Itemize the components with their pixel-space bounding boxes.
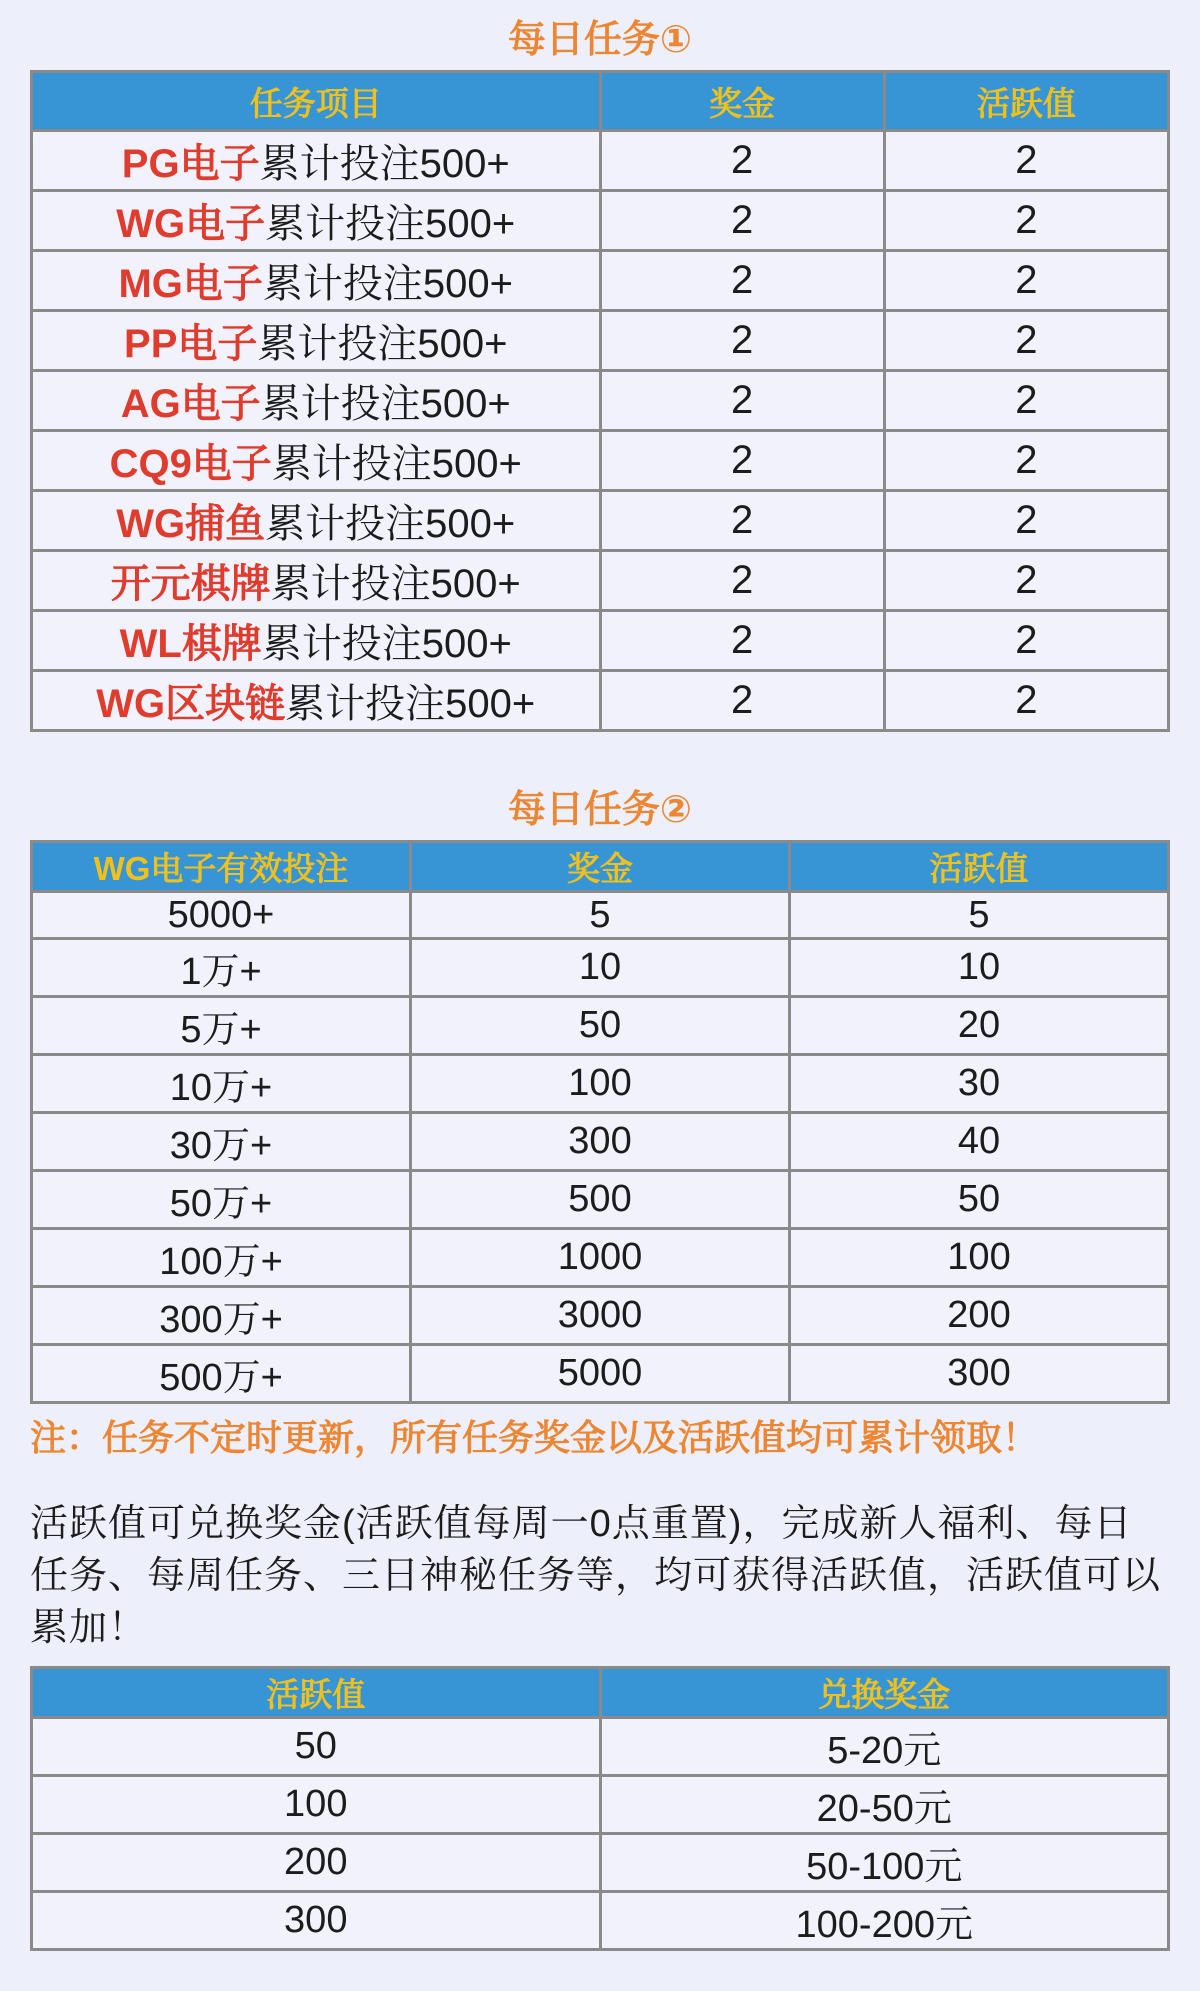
task-cell: [32, 251, 601, 311]
bonus-cell: 2: [600, 371, 884, 431]
section2-title: 每日任务②: [507, 789, 693, 831]
table-row: [32, 551, 1169, 611]
activity-cell: 40: [790, 1113, 1169, 1171]
exchange-bonus-cell: 20-50元: [600, 1776, 1169, 1834]
task-cell: [32, 671, 601, 731]
bet-tier-cell: 5万+: [32, 997, 411, 1055]
activity-cell: 2: [884, 311, 1168, 371]
task-cell: [32, 371, 601, 431]
task-cell: [32, 311, 601, 371]
task-text: 累计投注500+: [265, 502, 516, 546]
task-text: 累计投注500+: [257, 322, 508, 366]
activity-cell: 50: [790, 1171, 1169, 1229]
table-header-row: [32, 72, 1169, 131]
activity-cell: 5: [790, 892, 1169, 939]
bet-tier-cell: 5000+: [32, 892, 411, 939]
bet-tier-cell: 10万+: [32, 1055, 411, 1113]
task-text: 累计投注500+: [259, 142, 510, 186]
task-cell: [32, 131, 601, 191]
table-row: [32, 1287, 1169, 1345]
task-cell: [32, 431, 601, 491]
section1-title: 每日任务①: [507, 19, 693, 61]
col-header-activity: 活跃值: [884, 72, 1168, 131]
activity-value-description: 活跃值可兑换奖金(活跃值每周一0点重置)，完成新人福利、每日任务、每周任务、三日神秘任务等，均可获得活跃值，活跃值可以累加！: [30, 1503, 1162, 1649]
table-row: [32, 371, 1169, 431]
game-name: MG电子: [118, 262, 263, 306]
table-row: [32, 892, 1169, 939]
bet-tier-cell: 1万+: [32, 939, 411, 997]
activity-cell: 2: [884, 671, 1168, 731]
game-name: PG电子: [121, 142, 260, 186]
col-header-activity: 活跃值: [32, 1668, 601, 1718]
task-text: 累计投注500+: [270, 562, 521, 606]
table-row: [32, 431, 1169, 491]
game-name: WL棋牌: [119, 622, 262, 666]
bonus-cell: 1000: [411, 1229, 790, 1287]
bet-tier-cell: 300万+: [32, 1287, 411, 1345]
bonus-cell: 2: [600, 431, 884, 491]
daily-task-table-2: [30, 840, 1170, 1404]
bet-tier-cell: 500万+: [32, 1345, 411, 1403]
task-text: 累计投注500+: [265, 202, 516, 246]
bonus-cell: 2: [600, 191, 884, 251]
activity-cell: 2: [884, 191, 1168, 251]
task-text: 累计投注500+: [260, 382, 511, 426]
bonus-cell: 2: [600, 611, 884, 671]
game-name: 开元棋牌: [110, 562, 271, 606]
activity-cell: 2: [884, 371, 1168, 431]
exchange-bonus-cell: 5-20元: [600, 1718, 1169, 1776]
bet-tier-cell: 50万+: [32, 1171, 411, 1229]
bonus-cell: 3000: [411, 1287, 790, 1345]
game-name: AG电子: [120, 382, 261, 426]
bonus-cell: 5000: [411, 1345, 790, 1403]
bet-tier-cell: 100万+: [32, 1229, 411, 1287]
bet-tier-cell: 30万+: [32, 1113, 411, 1171]
table-row: [32, 1892, 1169, 1950]
activity-cell: 200: [790, 1287, 1169, 1345]
daily-task-table-1: [30, 70, 1170, 732]
activity-cell: 20: [790, 997, 1169, 1055]
activity-cell: 2: [884, 611, 1168, 671]
activity-cell: 100: [790, 1229, 1169, 1287]
table-row: [32, 1171, 1169, 1229]
activity-cell: 2: [884, 431, 1168, 491]
bonus-cell: 100: [411, 1055, 790, 1113]
table-row: [32, 1345, 1169, 1403]
bonus-cell: 10: [411, 939, 790, 997]
table-row: [32, 611, 1169, 671]
activity-cell: 200: [32, 1834, 601, 1892]
table-row: [32, 1055, 1169, 1113]
table-row: [32, 491, 1169, 551]
activity-cell: 2: [884, 251, 1168, 311]
activity-cell: 50: [32, 1718, 601, 1776]
task-cell: [32, 551, 601, 611]
col-header-exchange-bonus: 兑换奖金: [600, 1668, 1169, 1718]
table-row: [32, 1776, 1169, 1834]
table-row: [32, 671, 1169, 731]
table-row: [32, 311, 1169, 371]
game-name: PP电子: [124, 322, 258, 366]
bonus-cell: 2: [600, 491, 884, 551]
activity-cell: 2: [884, 491, 1168, 551]
bonus-cell: 2: [600, 551, 884, 611]
activity-cell: 300: [32, 1892, 601, 1950]
col-header-task: 任务项目: [32, 72, 601, 131]
game-name: WG区块链: [96, 682, 286, 726]
bonus-cell: 2: [600, 671, 884, 731]
tasks-note: 注：任务不定时更新，所有任务奖金以及活跃值均可累计领取！: [30, 1417, 1039, 1458]
activity-cell: 2: [884, 131, 1168, 191]
col-header-valid-bets: WG电子有效投注: [32, 842, 411, 892]
activity-cell: 100: [32, 1776, 601, 1834]
bonus-cell: 300: [411, 1113, 790, 1171]
table-header-row: [32, 842, 1169, 892]
task-text: 累计投注500+: [271, 442, 522, 486]
table-header-row: [32, 1668, 1169, 1718]
table-row: [32, 997, 1169, 1055]
task-text: 累计投注500+: [285, 682, 536, 726]
col-header-bonus: 奖金: [411, 842, 790, 892]
task-cell: [32, 191, 601, 251]
table-row: [32, 1229, 1169, 1287]
activity-cell: 300: [790, 1345, 1169, 1403]
task-cell: [32, 491, 601, 551]
col-header-bonus: 奖金: [600, 72, 884, 131]
col-header-activity: 活跃值: [790, 842, 1169, 892]
activity-exchange-table: [30, 1666, 1170, 1951]
bonus-cell: 50: [411, 997, 790, 1055]
table-row: [32, 251, 1169, 311]
bonus-cell: 2: [600, 131, 884, 191]
table-row: [32, 131, 1169, 191]
task-text: 累计投注500+: [262, 262, 514, 306]
bonus-cell: 2: [600, 251, 884, 311]
game-name: WG捕鱼: [116, 502, 266, 546]
table-row: [32, 1834, 1169, 1892]
bonus-cell: 2: [600, 311, 884, 371]
task-text: 累计投注500+: [261, 622, 512, 666]
bonus-cell: 5: [411, 892, 790, 939]
task-cell: [32, 611, 601, 671]
activity-cell: 30: [790, 1055, 1169, 1113]
exchange-bonus-cell: 100-200元: [600, 1892, 1169, 1950]
table-row: [32, 1718, 1169, 1776]
game-name: WG电子: [116, 202, 266, 246]
exchange-bonus-cell: 50-100元: [600, 1834, 1169, 1892]
activity-cell: 10: [790, 939, 1169, 997]
table-row: [32, 191, 1169, 251]
game-name: CQ9电子: [109, 442, 272, 486]
bonus-cell: 500: [411, 1171, 790, 1229]
table-row: [32, 1113, 1169, 1171]
table-row: [32, 939, 1169, 997]
activity-cell: 2: [884, 551, 1168, 611]
